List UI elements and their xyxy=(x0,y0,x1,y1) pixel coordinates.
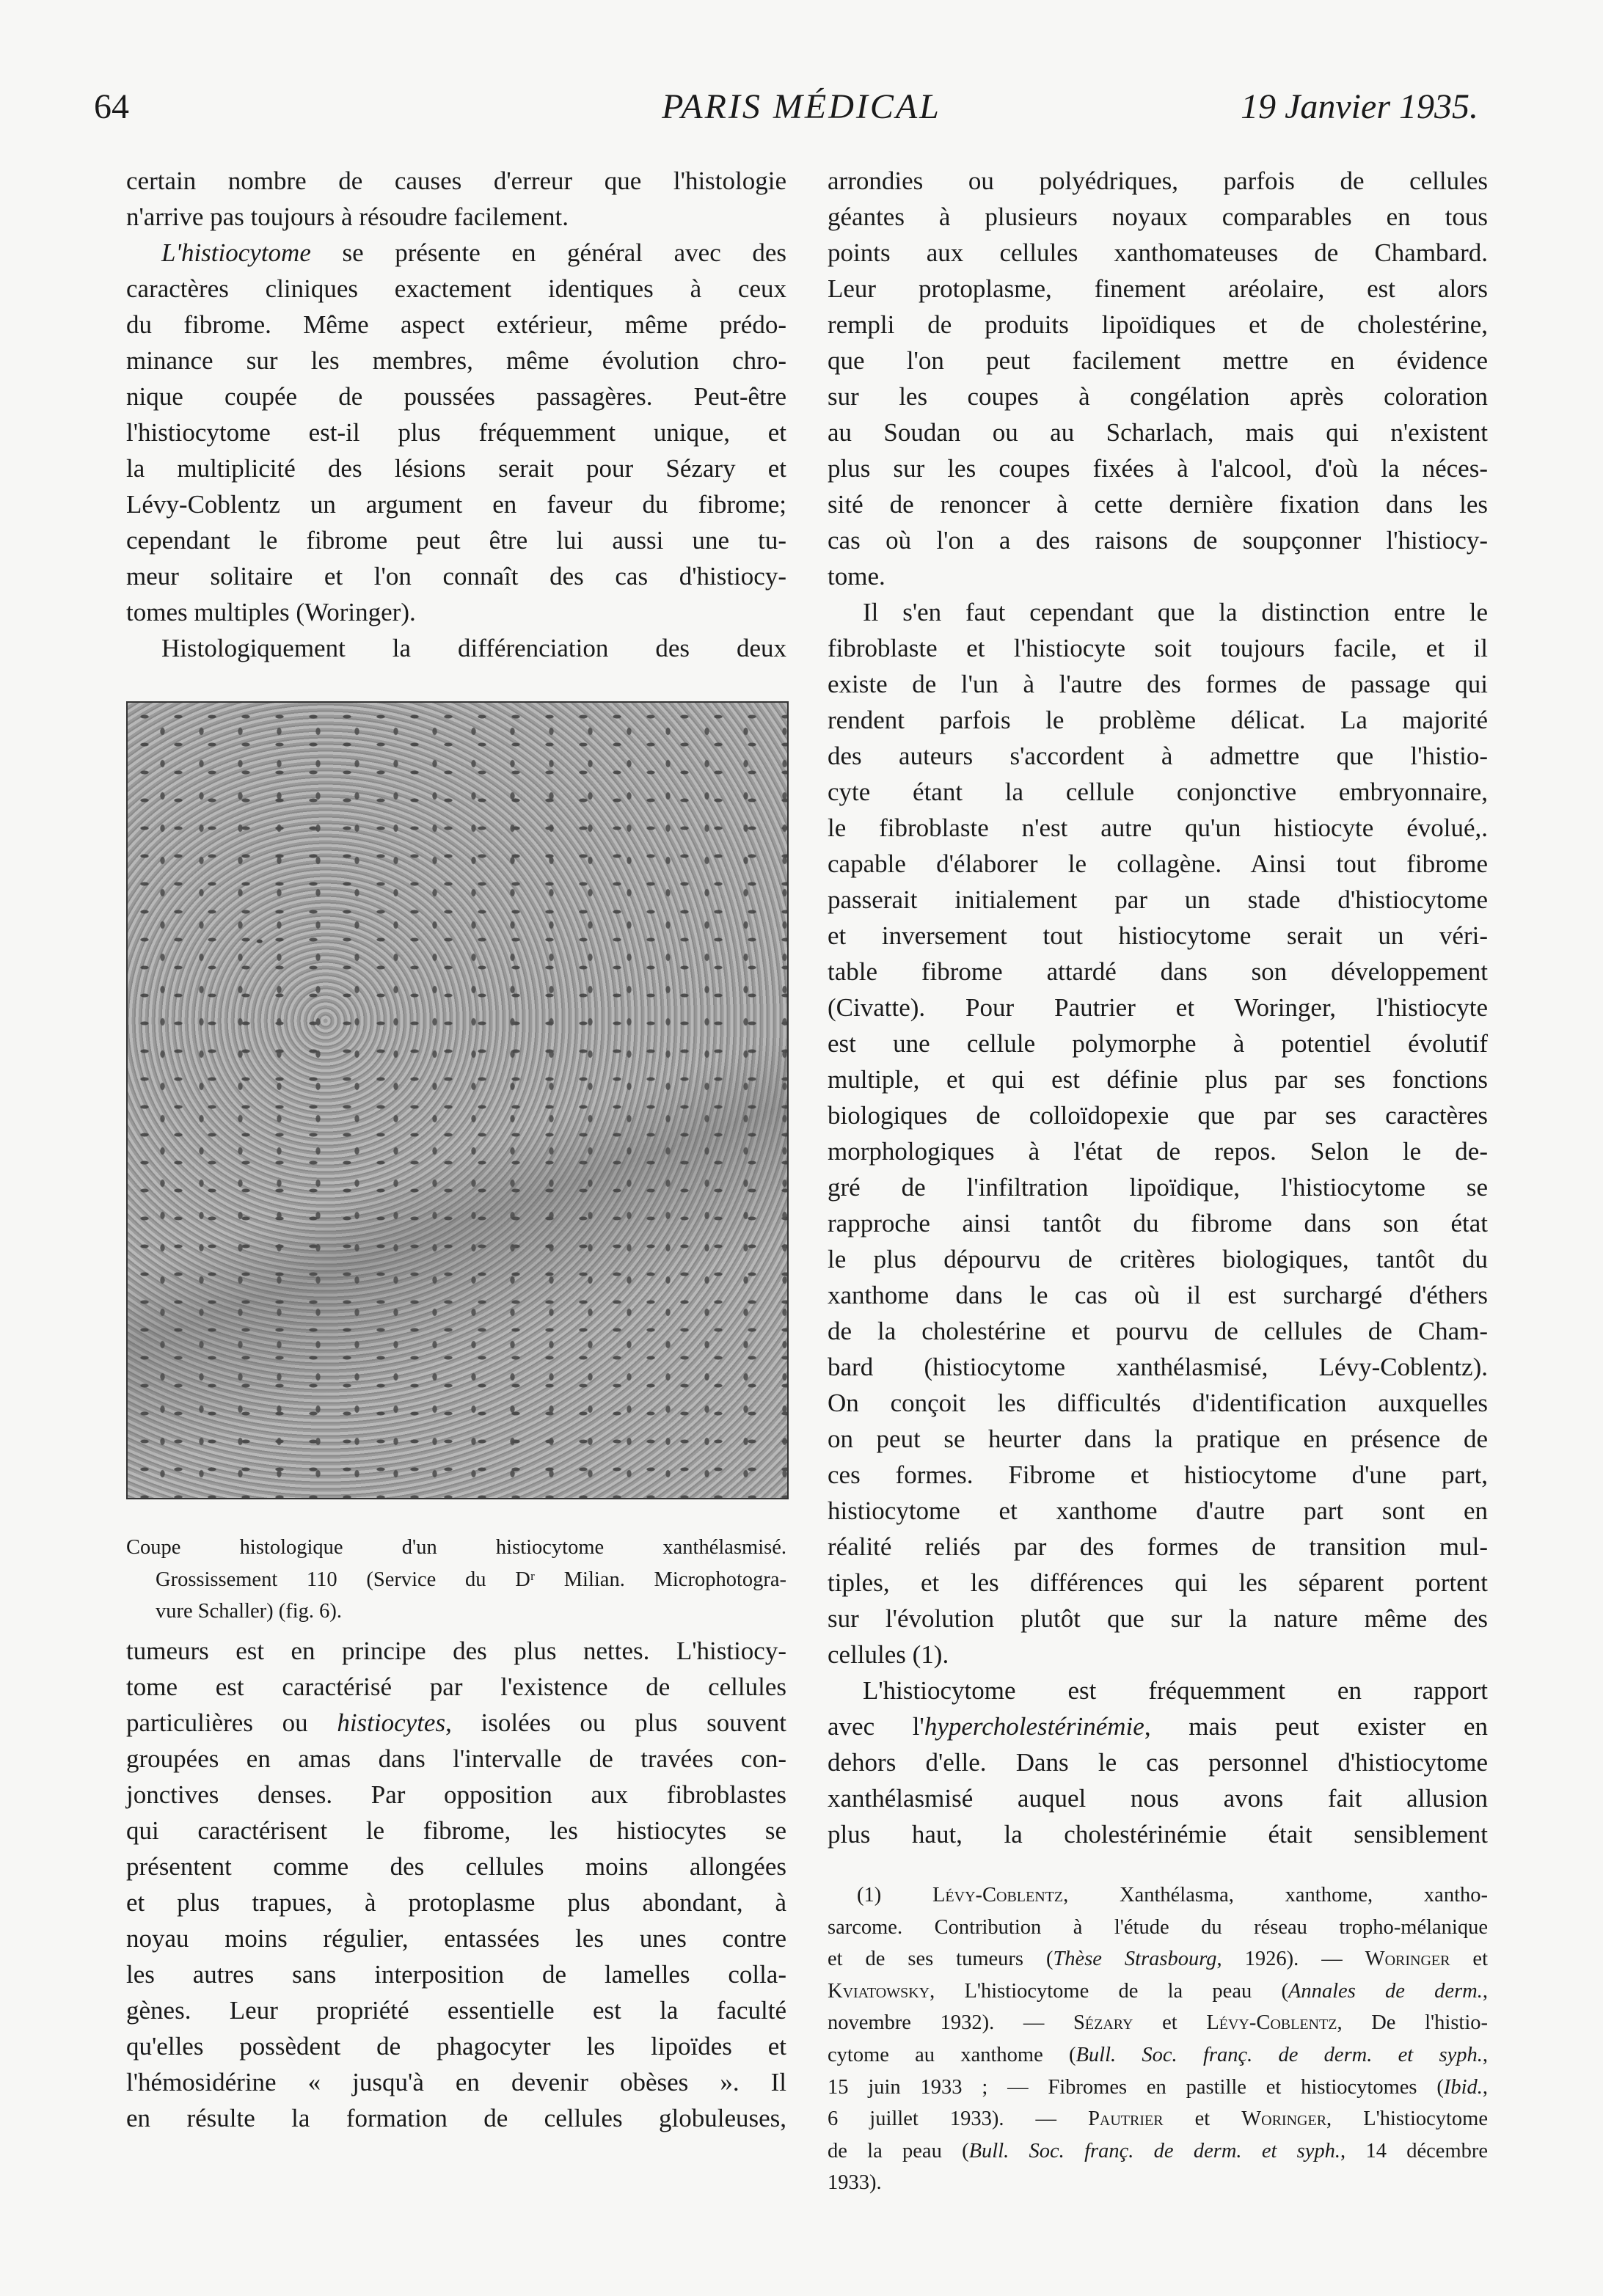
text-run: Kviatowsky xyxy=(828,1979,930,2003)
text-line xyxy=(828,1385,1488,1421)
journal-title: PARIS MÉDICAL xyxy=(662,87,941,126)
text-line xyxy=(126,1992,786,2028)
text-line xyxy=(126,343,786,379)
left-column-top-text xyxy=(126,163,786,666)
text-run: gènes. Leur propriété essentielle est la faculté xyxy=(126,1996,786,2025)
text-run: L'histiocytome xyxy=(161,238,311,267)
text-line xyxy=(828,630,1488,666)
text-line xyxy=(126,1777,786,1813)
text-run: on peut se heurter dans la pratique en présence de xyxy=(828,1425,1488,1453)
text-line xyxy=(828,343,1488,379)
text-run: cas où l'on a des raisons de soupçonner l'histiocy- xyxy=(828,526,1488,555)
text-run: tumeurs est en principe des plus nettes. L'histiocy- xyxy=(126,1637,786,1665)
text-line xyxy=(126,2100,786,2136)
text-line xyxy=(828,846,1488,882)
text-run: histiocytes xyxy=(337,1708,446,1737)
text-line xyxy=(126,1920,786,1956)
text-run: l'hémosidérine « jusqu'à en devenir obèses ». Il xyxy=(126,2068,786,2096)
text-run: qui caractérisent le fibrome, les histiocytes se xyxy=(126,1816,786,1845)
text-line xyxy=(828,1097,1488,1133)
text-run: et xyxy=(1163,2107,1242,2131)
text-run: et de ses tumeurs ( xyxy=(828,1948,1054,1971)
text-line xyxy=(828,990,1488,1025)
text-run: tome. xyxy=(828,562,886,591)
text-run: Coupe histologique d'un histiocytome xanthélasmisé. xyxy=(126,1536,786,1559)
page-number: 64 xyxy=(94,87,129,126)
text-run: n'arrive pas toujours à résoudre facilement. xyxy=(126,202,569,231)
text-run: , L'histiocytome xyxy=(1326,2107,1488,2131)
text-line xyxy=(828,1421,1488,1457)
text-line xyxy=(828,2007,1488,2039)
footnote xyxy=(828,1879,1488,2199)
text-run: , mais peut exister en xyxy=(1144,1712,1488,1741)
text-run: de la peau ( xyxy=(828,2139,969,2162)
text-run: sur l'évolution plutôt que sur la nature même des xyxy=(828,1604,1488,1633)
text-run: 1933). xyxy=(828,2171,882,2195)
text-line xyxy=(126,1741,786,1777)
text-run: caractères cliniques exactement identiques à ceux xyxy=(126,274,786,303)
text-line xyxy=(126,307,786,343)
text-line xyxy=(828,1601,1488,1637)
text-run: certain nombre de causes d'erreur que l'histologie xyxy=(126,167,786,195)
text-line xyxy=(126,414,786,450)
text-line xyxy=(828,1205,1488,1241)
text-run: points aux cellules xanthomateuses de Chambard. xyxy=(828,238,1488,267)
text-run: que l'on peut facilement mettre en évidence xyxy=(828,346,1488,375)
text-line xyxy=(828,414,1488,450)
text-run: Lévy-Coblentz xyxy=(1206,2011,1337,2035)
text-run: en résulte la formation de cellules globuleuses, xyxy=(126,2104,786,2132)
text-run: Il s'en faut cependant que la distinction entre le xyxy=(863,598,1488,626)
text-run: est une cellule polymorphe à potentiel évolutif xyxy=(828,1029,1488,1058)
text-line xyxy=(828,918,1488,954)
text-run: sarcome. Contribution à l'étude du réseau tropho-mélanique xyxy=(828,1915,1488,1939)
text-run: Histologiquement la différenciation des deux xyxy=(161,634,786,662)
text-line xyxy=(828,2103,1488,2135)
text-line xyxy=(828,2167,1488,2199)
text-run: , xyxy=(1482,2043,1488,2066)
text-run: et inversement tout histiocytome serait un véri- xyxy=(828,921,1488,950)
text-run: jonctives denses. Par opposition aux fibroblastes xyxy=(126,1780,786,1809)
text-run: cellules (1). xyxy=(828,1640,949,1669)
text-line xyxy=(828,379,1488,414)
text-line xyxy=(126,1705,786,1741)
text-line xyxy=(126,450,786,486)
text-run: Thèse Strasbourg xyxy=(1053,1948,1217,1971)
text-line xyxy=(828,774,1488,810)
text-line xyxy=(828,1780,1488,1816)
text-run: arrondies ou polyédriques, parfois de cellules xyxy=(828,167,1488,195)
text-line xyxy=(828,1943,1488,1975)
text-run: Grossissement 110 (Service du Dʳ Milian. Microphotogra- xyxy=(156,1568,786,1591)
text-run: minance sur les membres, même évolution chro- xyxy=(126,346,786,375)
text-line xyxy=(828,1277,1488,1313)
text-line xyxy=(828,954,1488,990)
text-run: , 14 décembre xyxy=(1340,2139,1488,2162)
text-run: gré de l'infiltration lipoïdique, l'histiocytome se xyxy=(828,1173,1488,1202)
text-run: table fibrome attardé dans son développement xyxy=(828,957,1488,986)
text-line xyxy=(126,1849,786,1884)
text-run: (1) xyxy=(857,1884,932,1906)
text-run: réalité reliés par des formes de transition mul- xyxy=(828,1532,1488,1561)
issue-date: 19 Janvier 1935. xyxy=(1241,87,1478,126)
text-run: et plus trapues, à protoplasme plus abondant, à xyxy=(126,1888,786,1917)
text-line xyxy=(828,1744,1488,1780)
text-run: particulières ou xyxy=(126,1708,337,1737)
text-run: le plus dépourvu de critères biologiques, tantôt du xyxy=(828,1245,1488,1273)
text-run: L'histiocytome est fréquemment en rapport xyxy=(863,1676,1488,1705)
text-line xyxy=(126,630,786,666)
text-line xyxy=(126,1532,786,1564)
text-line xyxy=(828,1457,1488,1493)
text-line xyxy=(828,271,1488,307)
text-line xyxy=(828,594,1488,630)
text-line xyxy=(828,1879,1488,1912)
text-line xyxy=(828,1133,1488,1169)
text-run: plus haut, la cholestérinémie était sensiblement xyxy=(828,1820,1488,1849)
text-run: passerait initialement par un stade d'histiocytome xyxy=(828,885,1488,914)
text-run: , 1926). — xyxy=(1216,1948,1365,1971)
text-run: , isolées ou plus souvent xyxy=(445,1708,787,1737)
text-run: dehors d'elle. Dans le cas personnel d'histiocytome xyxy=(828,1748,1488,1777)
text-run: nique coupée de poussées passagères. Peut-être xyxy=(126,382,786,411)
text-line xyxy=(828,307,1488,343)
text-run: les autres sans interposition de lamelles colla- xyxy=(126,1960,786,1989)
histology-micrograph-figure xyxy=(126,701,789,1499)
text-run: Pautrier xyxy=(1088,2107,1164,2131)
text-line xyxy=(828,2039,1488,2072)
text-run: Lévy-Coblentz xyxy=(932,1884,1064,1906)
text-run: rendent parfois le problème délicat. La majorité xyxy=(828,706,1488,734)
text-line xyxy=(828,1816,1488,1852)
text-line xyxy=(126,594,786,630)
text-line xyxy=(828,235,1488,271)
text-run: avec l' xyxy=(828,1712,924,1741)
text-line xyxy=(828,1912,1488,1944)
text-run: (Civatte). Pour Pautrier et Woringer, l'histiocyte xyxy=(828,993,1488,1022)
text-run: cependant le fibrome peut être lui aussi une tu- xyxy=(126,526,786,555)
text-line xyxy=(828,1708,1488,1744)
text-line xyxy=(828,1169,1488,1205)
text-run: fibroblaste et l'histiocyte soit toujours facile, et il xyxy=(828,634,1488,662)
text-run: rapproche ainsi tantôt du fibrome dans son état xyxy=(828,1209,1488,1237)
text-line xyxy=(828,1349,1488,1385)
text-run: ces formes. Fibrome et histiocytome d'une part, xyxy=(828,1460,1488,1489)
text-run: morphologiques à l'état de repos. Selon le de- xyxy=(828,1137,1488,1166)
text-line xyxy=(126,1595,786,1628)
text-run: Woringer xyxy=(1241,2107,1327,2131)
text-run: On conçoit les difficultés d'identification auxquelles xyxy=(828,1389,1488,1417)
text-line xyxy=(828,2072,1488,2104)
text-run: tome est caractérisé par l'existence de cellules xyxy=(126,1672,786,1701)
text-line xyxy=(126,1884,786,1920)
text-run: Leur protoplasme, finement aréolaire, est alors xyxy=(828,274,1488,303)
text-run: capable d'élaborer le collagène. Ainsi tout fibrome xyxy=(828,849,1488,878)
text-line xyxy=(828,1493,1488,1529)
text-run: Sézary xyxy=(1073,2011,1133,2035)
text-line xyxy=(828,738,1488,774)
text-run: Bull. Soc. franç. de derm. et syph. xyxy=(1076,2043,1483,2066)
text-run: xanthélasmisé auquel nous avons fait allusion xyxy=(828,1784,1488,1813)
text-run: géantes à plusieurs noyaux comparables en tous xyxy=(828,202,1488,231)
text-line xyxy=(126,163,786,199)
text-line xyxy=(828,1061,1488,1097)
text-run: cytome au xanthome ( xyxy=(828,2043,1076,2066)
text-run: groupées en amas dans l'intervalle de travées con- xyxy=(126,1744,786,1773)
text-run: l'histiocytome est-il plus fréquemment unique, et xyxy=(126,418,786,447)
text-line xyxy=(126,522,786,558)
right-column-text xyxy=(828,163,1488,1852)
text-line xyxy=(828,558,1488,594)
text-line xyxy=(828,199,1488,235)
text-line xyxy=(126,486,786,522)
text-run: novembre 1932). — xyxy=(828,2011,1074,2035)
text-line xyxy=(828,1025,1488,1061)
text-run: sité de renoncer à cette dernière fixation dans les xyxy=(828,490,1488,519)
text-run: le fibroblaste n'est autre qu'un histiocyte évolué,. xyxy=(828,814,1488,842)
text-line xyxy=(126,1669,786,1705)
text-line xyxy=(126,271,786,307)
text-run: Bull. Soc. franç. de derm. et syph. xyxy=(968,2139,1341,2162)
text-run: de la cholestérine et pourvu de cellules de Cham- xyxy=(828,1317,1488,1345)
text-line xyxy=(828,1313,1488,1349)
text-run: , De l'histio- xyxy=(1337,2011,1488,2035)
text-line xyxy=(828,450,1488,486)
text-run: histiocytome et xanthome d'autre part sont en xyxy=(828,1496,1488,1525)
text-run: 6 juillet 1933). — xyxy=(828,2107,1089,2131)
text-line xyxy=(828,810,1488,846)
text-run: des auteurs s'accordent à admettre que l'histio- xyxy=(828,742,1488,770)
text-run: du fibrome. Même aspect extérieur, même prédo- xyxy=(126,310,786,339)
text-run: , L'histiocytome de la peau ( xyxy=(930,1979,1288,2003)
text-run: Woringer xyxy=(1365,1948,1450,1971)
text-line xyxy=(126,1564,786,1596)
text-line xyxy=(828,163,1488,199)
text-line xyxy=(126,2064,786,2100)
text-line xyxy=(828,666,1488,702)
text-line xyxy=(126,2028,786,2064)
text-line xyxy=(828,486,1488,522)
text-run: au Soudan ou au Scharlach, mais qui n'existent xyxy=(828,418,1488,447)
text-line xyxy=(126,1956,786,1992)
text-run: noyau moins régulier, entassées les unes contre xyxy=(126,1924,786,1953)
text-run: , xyxy=(1482,1979,1488,2003)
text-run: vure Schaller) (fig. 6). xyxy=(156,1600,343,1623)
text-run: , Xanthélasma, xanthome, xantho- xyxy=(1063,1884,1488,1906)
text-run: multiple, et qui est définie plus par ses fonctions xyxy=(828,1065,1488,1094)
text-line xyxy=(828,702,1488,738)
text-run: cyte étant la cellule conjonctive embryonnaire, xyxy=(828,778,1488,806)
text-run: sur les coupes à congélation après coloration xyxy=(828,382,1488,411)
text-run: , xyxy=(1482,2075,1488,2099)
text-line xyxy=(828,1565,1488,1601)
text-run: xanthome dans le cas où il est surchargé d'éthers xyxy=(828,1281,1488,1309)
text-line xyxy=(828,1637,1488,1672)
text-line xyxy=(126,558,786,594)
left-column-bottom-text xyxy=(126,1633,786,2136)
text-line xyxy=(828,1975,1488,2008)
text-run: existe de l'un à l'autre des formes de passage qui xyxy=(828,670,1488,698)
text-run: biologiques de colloïdopexie que par ses caractères xyxy=(828,1101,1488,1130)
text-run: présentent comme des cellules moins allongées xyxy=(126,1852,786,1881)
text-line xyxy=(828,2135,1488,2168)
text-run: Lévy-Coblentz un argument en faveur du fibrome; xyxy=(126,490,786,519)
text-run: Annales de derm. xyxy=(1288,1979,1483,2003)
text-run: bard (histiocytome xanthélasmisé, Lévy-Coblentz). xyxy=(828,1353,1488,1381)
text-run: qu'elles possèdent de phagocyter les lipoïdes et xyxy=(126,2032,786,2061)
text-line xyxy=(126,1813,786,1849)
text-run: tomes multiples (Woringer). xyxy=(126,598,416,626)
text-line xyxy=(126,379,786,414)
text-line xyxy=(828,1529,1488,1565)
text-run: meur solitaire et l'on connaît des cas d'histiocy- xyxy=(126,562,786,591)
text-run: tiples, et les différences qui les séparent portent xyxy=(828,1568,1488,1597)
text-run: la multiplicité des lésions serait pour Sézary et xyxy=(126,454,786,483)
text-run: et xyxy=(1450,1948,1488,1971)
text-line xyxy=(828,522,1488,558)
text-run: hypercholestérinémie xyxy=(924,1712,1144,1741)
text-run: Ibid. xyxy=(1443,2075,1483,2099)
text-line xyxy=(126,1633,786,1669)
text-line xyxy=(828,1241,1488,1277)
text-line xyxy=(126,199,786,235)
text-run: se présente en général avec des xyxy=(310,238,786,267)
text-line xyxy=(828,882,1488,918)
figure-caption xyxy=(126,1532,786,1628)
text-line xyxy=(828,1672,1488,1708)
text-run: rempli de produits lipoïdiques et de cholestérine, xyxy=(828,310,1488,339)
text-run: plus sur les coupes fixées à l'alcool, d'où la néces- xyxy=(828,454,1488,483)
text-line xyxy=(126,235,786,271)
text-run: et xyxy=(1133,2011,1207,2035)
text-run: 15 juin 1933 ; — Fibromes en pastille et histiocytomes ( xyxy=(828,2075,1444,2099)
